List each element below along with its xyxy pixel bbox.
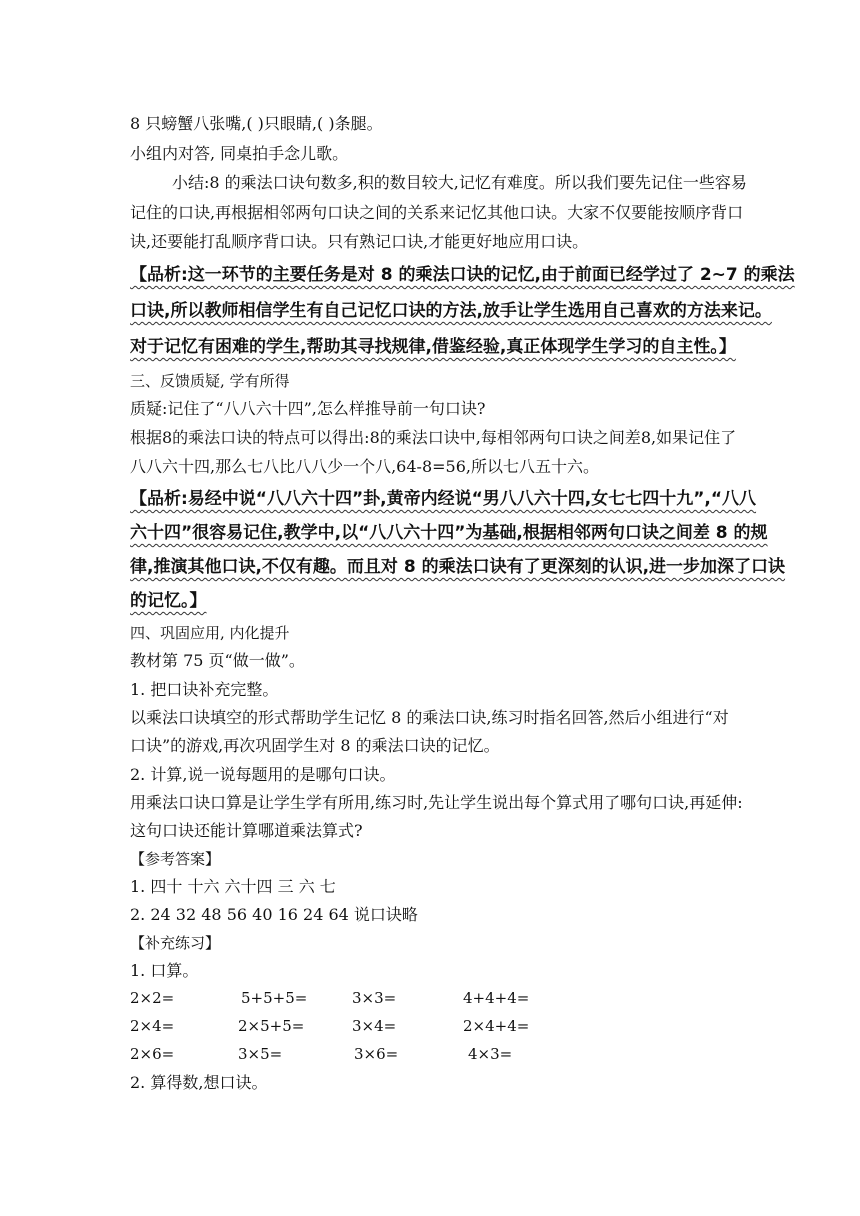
answer-line: 1. 四十 十六 六十四 三 六 七 — [130, 877, 336, 896]
analysis-note: 口诀,所以教师相信学生有自己记忆口诀的方法,放手让学生选用自己喜欢的方法来记。 — [130, 301, 772, 321]
supplement-heading: 【补充练习】 — [130, 934, 221, 952]
text-line: 八八六十四,那么七八比八八少一个八,64-8=56,所以七八五十六。 — [130, 457, 599, 476]
answer-heading: 【参考答案】 — [130, 850, 221, 868]
analysis-note: 律,推演其他口诀,不仅有趣。而且对 8 的乘法口诀有了更深刻的认识,进一步加深了口诀 — [130, 557, 786, 577]
summary-line: 记住的口诀,再根据相邻两句口诀之间的关系来记忆其他口诀。大家不仅要能按顺序背口 — [130, 203, 744, 222]
text-line: 1. 口算。 — [130, 961, 199, 980]
analysis-note: 【品析:易经中说“八八六十四”卦,黄帝内经说“男八八六十四,女七七四十九”,“八八 — [130, 489, 757, 509]
calc-item: 3×6= — [354, 1045, 399, 1063]
calc-item: 2×4= — [130, 1017, 175, 1035]
summary-line: 小结:8 的乘法口诀句数多,积的数目较大,记忆有难度。所以我们要先记住一些容易 — [172, 173, 747, 192]
section-heading: 四、巩固应用, 内化提升 — [130, 624, 290, 642]
text-line: 根据8的乘法口诀的特点可以得出:8的乘法口诀中,每相邻两句口诀之间差8,如果记住了 — [130, 428, 737, 447]
text-line: 2. 算得数,想口诀。 — [130, 1073, 268, 1092]
text-line: 2. 计算,说一说每题用的是哪句口诀。 — [130, 765, 396, 784]
text-line: 用乘法口诀口算是让学生学有所用,练习时,先让学生说出每个算式用了哪句口诀,再延伸: — [130, 793, 743, 812]
text-line: 8 只螃蟹八张嘴,( )只眼睛,( )条腿。 — [130, 114, 383, 133]
calc-item: 4×3= — [468, 1045, 513, 1063]
calc-item: 2×2= — [130, 989, 175, 1007]
calc-item: 4+4+4= — [463, 989, 530, 1007]
text-line: 1. 把口诀补充完整。 — [130, 680, 279, 699]
analysis-note: 的记忆。】 — [130, 591, 207, 611]
section-heading: 三、反馈质疑, 学有所得 — [130, 372, 290, 390]
calc-item: 3×4= — [352, 1017, 397, 1035]
calc-item: 3×3= — [352, 989, 397, 1007]
analysis-note: 六十四”很容易记住,教学中,以“八八六十四”为基础,根据相邻两句口诀之间差 8 的规 — [130, 523, 768, 543]
calc-item: 5+5+5= — [241, 989, 308, 1007]
text-line: 以乘法口诀填空的形式帮助学生记忆 8 的乘法口诀,练习时指名回答,然后小组进行“对 — [130, 708, 729, 727]
summary-line: 诀,还要能打乱顺序背口诀。只有熟记口诀,才能更好地应用口诀。 — [130, 232, 589, 251]
text-line: 这句口诀还能计算哪道乘法算式? — [130, 821, 363, 840]
text-line: 小组内对答, 同桌拍手念儿歌。 — [130, 144, 349, 163]
analysis-note: 【品析:这一环节的主要任务是对 8 的乘法口诀的记忆,由于前面已经学过了 2~7 的乘法 — [130, 265, 795, 285]
calc-item: 2×4+4= — [463, 1017, 530, 1035]
text-line: 教材第 75 页“做一做”。 — [130, 651, 305, 670]
text-line: 口诀”的游戏,再次巩固学生对 8 的乘法口诀的记忆。 — [130, 736, 500, 755]
text-line: 质疑:记住了“八八六十四”,怎么样推导前一句口诀? — [130, 399, 486, 418]
calc-item: 3×5= — [238, 1045, 283, 1063]
answer-line: 2. 24 32 48 56 40 16 24 64 说口诀略 — [130, 905, 418, 924]
analysis-note: 对于记忆有困难的学生,帮助其寻找规律,借鉴经验,真正体现学生学习的自主性。】 — [130, 337, 736, 357]
calc-item: 2×6= — [130, 1045, 175, 1063]
calc-item: 2×5+5= — [238, 1017, 305, 1035]
